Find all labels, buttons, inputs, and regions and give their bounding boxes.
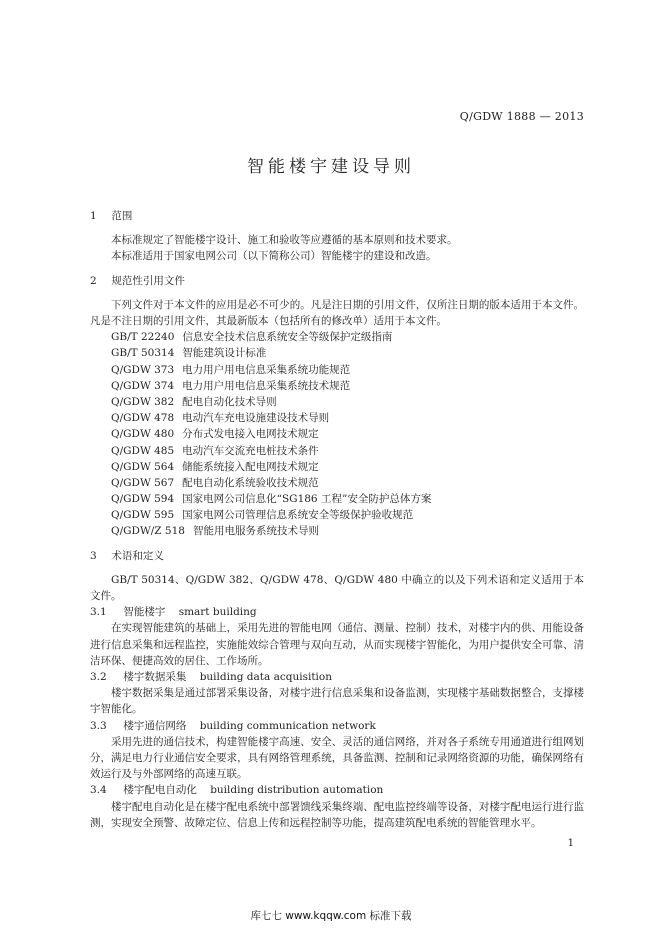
term-english: smart building	[178, 606, 257, 619]
reference-name: 电动汽车交流充电桩技术条件	[182, 444, 319, 457]
term-english: building distribution automation	[210, 784, 384, 797]
reference-item	[111, 362, 584, 378]
term-chinese: 楼宇数据采集	[123, 671, 187, 684]
reference-name: 电力用户用电信息采集系统功能规范	[182, 363, 351, 376]
section-3-heading	[90, 548, 584, 564]
reference-item	[111, 345, 584, 361]
reference-code: Q/GDW 478	[111, 412, 175, 425]
term-english: building data acquisition	[199, 671, 332, 684]
term-heading	[90, 604, 584, 620]
reference-item	[111, 475, 584, 491]
reference-item	[111, 426, 584, 442]
section-title: 术语和定义	[111, 549, 164, 562]
footer-watermark[interactable]: 库七七 www.kqqw.com 标准下载	[250, 910, 412, 922]
section-title: 规范性引用文件	[111, 274, 185, 287]
document-title: 智能楼宇建设导则	[247, 157, 415, 177]
term-chinese: 楼宇通信网络	[123, 719, 187, 732]
reference-item	[111, 443, 584, 459]
reference-code: Q/GDW 374	[111, 379, 175, 392]
term-number: 3.3	[90, 719, 107, 732]
reference-name: 储能系统接入配电网技术规定	[182, 460, 319, 473]
section-number: 3	[90, 549, 97, 562]
reference-code: Q/GDW 382	[111, 395, 175, 408]
reference-item	[111, 459, 584, 475]
reference-code: Q/GDW 485	[111, 444, 175, 457]
reference-name: 分布式发电接入电网技术规定	[182, 428, 319, 441]
reference-name: 智能建筑设计标准	[182, 347, 267, 360]
paragraph: 本标准适用于国家电网公司（以下简称公司）智能楼宇的建设和改造。	[111, 250, 437, 263]
section-2-heading	[90, 273, 584, 289]
term-heading	[90, 782, 584, 798]
section-1-heading	[90, 208, 584, 224]
reference-code: GB/T 50314	[111, 347, 175, 360]
reference-code: GB/T 22240	[111, 331, 175, 344]
term-heading	[90, 669, 584, 685]
reference-name: 国家电网公司管理信息系统安全等级保护验收规范	[182, 509, 414, 522]
term-heading	[90, 718, 584, 734]
term-definition: 采用先进的通信技术，构建智能楼宇高速、安全、灵活的通信网络，并对各子系统专用通道进行组网划分，满足电力行业通信安全要求，具有网络管理系统，具备监测、控制和记录网络资源的功能，确保网络有效运行及与外部网络的高速互联。	[90, 735, 584, 781]
reference-code: Q/GDW 480	[111, 428, 175, 441]
reference-item	[111, 507, 584, 523]
standard-code: Q/GDW 1888 — 2013	[459, 110, 584, 123]
document-body	[90, 208, 584, 831]
paragraph: GB/T 50314、Q/GDW 382、Q/GDW 478、Q/GDW 480 中确立的以及下列术语和定义适用于本文件。	[90, 573, 584, 603]
term-definition: 在实现智能建筑的基础上，采用先进的智能电网（通信、测量、控制）技术，对楼宇内的供、用能设备进行信息采集和远程监控，实施能效综合管理与双向互动，从而实现楼宇智能化，为用户提供安全可靠、清洁环保、便捷高效的居住、工作场所。	[90, 622, 584, 667]
reference-name: 信息安全技术信息系统安全等级保护定级指南	[182, 331, 393, 344]
term-chinese: 智能楼宇	[123, 606, 166, 619]
reference-item	[111, 394, 584, 410]
reference-item	[111, 491, 584, 507]
reference-list	[90, 329, 584, 539]
section-number: 2	[90, 274, 97, 287]
reference-item	[111, 410, 584, 426]
term-definition: 楼宇数据采集是通过部署采集设备，对楼宇进行信息采集和设备监测，实现楼宇基础数据整合，支撑楼宇智能化。	[90, 687, 584, 716]
reference-item	[111, 378, 584, 394]
reference-code: Q/GDW 564	[111, 460, 175, 473]
reference-name: 配电自动化技术导则	[182, 395, 277, 408]
section-number: 1	[90, 210, 97, 222]
term-number: 3.1	[90, 606, 107, 619]
reference-name: 电力用户用电信息采集系统技术规范	[182, 379, 351, 392]
reference-item	[111, 523, 584, 539]
reference-code: Q/GDW 373	[111, 363, 175, 376]
reference-name: 电动汽车充电设施建设技术导则	[182, 412, 330, 425]
term-english: building communication network	[199, 719, 376, 732]
term-definition: 楼宇配电自动化是在楼宇配电系统中部署馈线采集终端、配电监控终端等设备，对楼宇配电运行进行监测，实现安全预警、故障定位、信息上传和远程控制等功能，提高建筑配电系统的智能管理水平。	[90, 800, 584, 829]
section-title: 范围	[111, 210, 133, 222]
reference-name: 智能用电服务系统技术导则	[192, 525, 319, 538]
reference-name: 配电自动化系统验收技术规范	[182, 476, 319, 489]
term-chinese: 楼宇配电自动化	[123, 784, 197, 797]
term-number: 3.2	[90, 671, 107, 684]
reference-code: Q/GDW 595	[111, 509, 175, 522]
page-number: 1	[567, 838, 574, 849]
term-number: 3.4	[90, 784, 107, 797]
paragraph: 本标准规定了智能楼宇设计、施工和验收等应遵循的基本原则和技术要求。	[111, 234, 458, 247]
reference-code: Q/GDW 594	[111, 493, 175, 506]
reference-item	[111, 329, 584, 345]
reference-name: 国家电网公司信息化“SG186 工程”安全防护总体方案	[182, 493, 432, 506]
paragraph: 下列文件对于本文件的应用是必不可少的。凡是注日期的引用文件，仅所注日期的版本适用于本文件。凡是不注日期的引用文件，其最新版本（包括所有的修改单）适用于本文件。	[90, 298, 584, 327]
reference-code: Q/GDW/Z 518	[111, 525, 185, 538]
reference-code: Q/GDW 567	[111, 476, 175, 489]
